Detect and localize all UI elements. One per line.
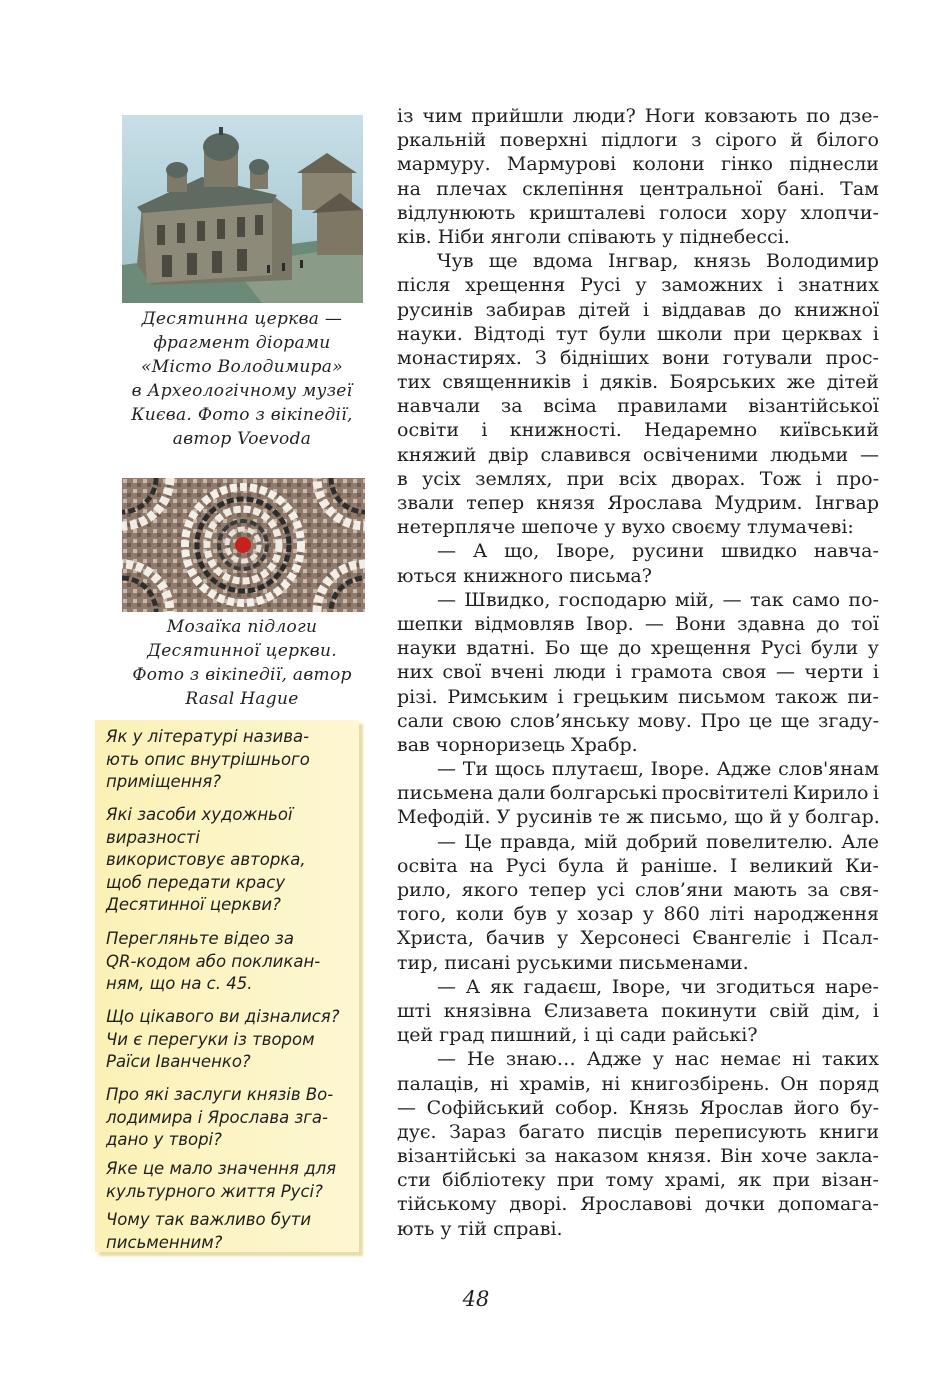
text-line: цей град пишний, і ці сади райські? [397,1024,758,1047]
text-line: ють у тій справі. [397,1217,563,1240]
text-line: того, коли був у хозар у 860 літі народження [397,903,879,926]
caption-line: Десятинна церква — [141,309,343,329]
question-line: Чи є перегуки із твором [106,1029,315,1049]
main-text [397,104,879,1241]
caption-line: в Археологічному музеї [131,381,353,401]
question-3 [106,928,356,996]
text-line: навчали за всіма правилами візантійської [397,395,879,418]
question-1 [106,726,356,794]
question-4 [106,1006,356,1074]
caption-line: Rasal Hague [185,689,299,709]
text-line: русинів забирав дітей і віддавав до книжної [397,298,879,321]
caption-line: Десятинної церкви. [147,641,337,661]
question-line: Про які заслуги князів Во- [106,1085,334,1104]
question-line: Які засоби художньої [106,805,293,824]
question-line: щоб передати красу [106,872,286,892]
text-line: — Не знаю… Адже у нас немає ні таких [437,1048,879,1071]
text-line: різі. Римським і грецьким письмом також пи- [397,685,879,708]
question-line: приміщення? [106,772,221,791]
text-line: мармуру. Мармурові колони гінко піднесли [397,153,879,176]
text-line: — Ти щось плутаєш, Іворе. Адже слов'янам [437,758,879,781]
text-line: науки. Відтоді тут були школи при церквах і [397,322,879,345]
question-line: QR-кодом або покликан- [106,951,321,971]
caption-line: Фото з вікіпедії, автор [132,665,352,685]
question-line: використовує авторка, [106,850,306,869]
text-line: шті князівна Єлизавета покинути свій дім, і [397,999,879,1022]
text-line: вав чорноризець Храбр. [397,733,638,756]
text-line: нетерпляче шепоче у вухо своєму тлумачеві: [397,516,854,539]
text-line: монастирях. З бідніших вони готували прос- [397,346,879,369]
text-line: на плечах склепіння центральної бані. Там [397,177,879,200]
question-line: ють опис внутрішнього [106,749,310,769]
question-line: ням, що на с. 45. [106,974,253,993]
question-line: Що цікавого ви дізналися? [106,1007,340,1026]
question-line: Як у літературі назива- [106,727,310,746]
caption-line: автор Voevoda [172,429,312,449]
text-line: звали тепер князя Ярослава Мудрим. Інгвар [397,492,879,514]
text-line: шепки відмовляв Івор. — Вони здавна до тої [397,612,879,635]
text-line: освіти і книжності. Недаремно київський [397,419,879,442]
question-line: Раїси Іванченко? [106,1052,251,1071]
question-line: Десятинної церкви? [106,895,281,914]
question-5 [106,1084,356,1152]
text-line: Чув ще вдома Інгвар, князь Володимир [437,250,879,273]
text-line: після хрещення Русі у заможних і знатних [397,274,879,297]
caption-line: «Місто Володимира» [141,357,343,377]
text-line: — А що, Іворе, русини швидко навча- [437,540,879,563]
text-line: в усіх землях, при всіх дворах. Тож і про- [397,467,879,490]
question-2 [106,804,356,917]
caption-line: Києва. Фото з вікіпедії, [131,405,353,425]
text-line: ркальній поверхні підлоги з сірого й білого [397,129,879,152]
text-line: рило, якого тепер усі слов’яни мають за свя- [397,879,879,901]
question-line: дано у творі? [106,1130,222,1149]
text-line: палаців, ні храмів, ні книгозбірень. Он поряд [397,1072,879,1095]
mosaic-floor-photo [122,478,365,612]
figure2-caption [106,615,378,711]
figure1-caption [106,307,378,451]
text-line: — Софійський собор. Князь Ярослав його бу- [397,1096,879,1119]
question-6 [106,1158,356,1203]
text-line: сти бібліотеку при тому храмі, як при візан- [397,1169,879,1192]
text-line: Мефодій. У русинів те ж письмо, що й у болгар. [397,806,880,829]
text-line: тих священників і дяків. Боярських же дітей [397,371,879,394]
caption-line: фрагмент діорами [153,333,331,353]
text-line: відлунюють кришталеві голоси хору хлопчи- [397,201,879,224]
text-line: дує. Зараз багато писців переписують книги [397,1120,879,1143]
question-line: виразності [106,827,200,847]
text-line: Христа, бачив у Херсонесі Євангеліє і Псал- [397,927,879,950]
text-line: освіта на Русі була й раніше. І великий Ки- [397,854,879,877]
cathedral-diorama-photo [122,115,363,303]
text-line: тійському дворі. Ярославові дочки допомага- [397,1193,879,1216]
page-number: 48 [462,1287,490,1311]
text-line: тир, писані руськими письменами. [397,951,749,974]
text-line: сали свою слов’янську мову. Про це ще згаду- [397,709,879,732]
text-line: ються книжного письма? [397,564,652,587]
text-line: із чим прийшли люди? Ноги ковзають по дзе- [397,105,879,127]
question-line: Чому так важливо бути [106,1210,312,1229]
text-line: письмена дали болгарські просвітителі Кирило і [397,782,879,805]
text-line: науки вдатні. Бо ще до хрещення Русі були у [397,637,879,660]
question-line: Перегляньте відео за [106,929,294,948]
question-line: Яке це мало значення для [106,1159,337,1178]
text-line: — Це правда, мій добрий повелителю. Але [437,830,879,853]
caption-line: Мозаїка підлоги [166,617,318,637]
text-line: — А як гадаєш, Іворе, чи згодиться нарe- [437,975,879,998]
text-line: них свої вчені люди і грамота своя — черти і [397,661,879,684]
text-line: — Швидко, господарю мій, — так само по- [437,588,879,611]
text-line: візантійські за наказом князя. Він хоче закла- [397,1145,879,1168]
question-line: культурного життя Русі? [106,1181,323,1201]
question-7 [106,1209,356,1254]
text-line: княжий двір славився освіченими людьми — [397,443,879,466]
text-line: ків. Ніби янголи співають у піднебессі. [397,225,790,248]
question-line: письменним? [106,1232,223,1252]
question-line: лодимира і Ярослава зга- [106,1107,328,1127]
